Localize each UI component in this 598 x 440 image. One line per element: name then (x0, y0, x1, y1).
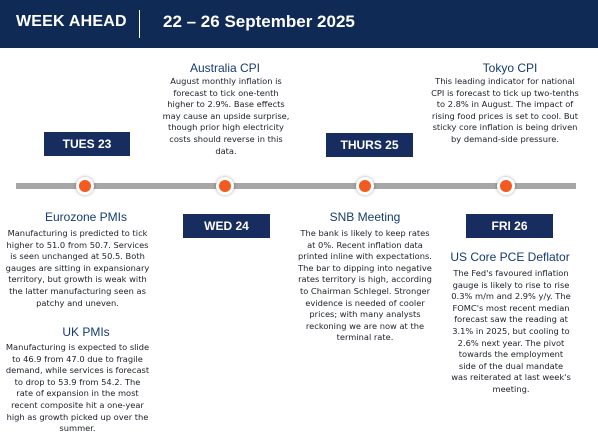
day-label-thurs: THURS 25 (326, 133, 413, 157)
section-title: WEEK AHEAD (16, 13, 127, 30)
event-title-eurozone-pmis: Eurozone PMIs (44, 210, 128, 224)
timeline-marker-thurs (356, 177, 374, 195)
event-text-snb-meeting: The bank is likely to keep rates at 0%. Recent inflation data printed inline with expectations. The bar to dipping into negative rates territory is high, according to Chairman Schlegel. Stronger evidence is needed of cooler prices; with many analysts reckoning we are now at the terminal rate. (298, 228, 432, 343)
event-title-snb-meeting: SNB Meeting (329, 210, 401, 224)
timeline-marker-fri (497, 177, 515, 195)
marker-dot-icon (79, 180, 91, 192)
timeline-line (16, 183, 576, 189)
event-text-tokyo-cpi: This leading indicator for national CPI is forecast to tick up two-tenths to 2.8% in August. The impact of rising food prices is set to cool. But sticky core inflation is being driven by demand-side pressure. (431, 76, 579, 144)
timeline-marker-wed (216, 177, 234, 195)
date-range: 22 – 26 September 2025 (163, 12, 355, 31)
day-label-wed: WED 24 (183, 214, 270, 238)
header-divider (139, 10, 140, 38)
event-title-australia-cpi: Australia CPI (189, 61, 261, 75)
timeline-marker-tues (76, 177, 94, 195)
event-title-us-core-pce: US Core PCE Deflator (450, 250, 570, 264)
event-text-us-core-pce: The Fed's favoured inflation gauge is likely to rise to rise 0.3% m/m and 2.9% y/y. The FOMC's most recent median forecast saw the reading at 3.1% in 2025, but cooling to 2.6% next year. The pivot towards the employment side of the dual mandate was reiterated at last week's meeting. (451, 268, 571, 394)
marker-dot-icon (219, 180, 231, 192)
marker-dot-icon (359, 180, 371, 192)
day-label-fri: FRI 26 (466, 214, 553, 238)
header-bar (0, 0, 598, 48)
event-text-eurozone-pmis: Manufacturing is predicted to tick higher to 51.0 from 50.7. Services is seen unchanged at 50.5. Both gauges are sitting in expansionary territory, but growth is weak with the latter manufacturing seen as patchy and uneven. (5, 228, 150, 308)
event-title-uk-pmis: UK PMIs (62, 325, 110, 339)
day-label-tues: TUES 23 (44, 132, 130, 156)
event-title-tokyo-cpi: Tokyo CPI (482, 61, 538, 75)
event-text-australia-cpi: August monthly inflation is forecast to tick one-tenth higher to 2.9%. Base effects may cause an upside surprise, though prior high electricity costs should reverse in this data. (162, 76, 290, 156)
marker-dot-icon (500, 180, 512, 192)
event-text-uk-pmis: Manufacturing is expected to slide to 46.9 from 47.0 due to fragile demand, while services is forecast to drop to 53.9 from 54.2. The rate of expansion in the most recent composite hit a one-year high as growth picked up over the summer. (5, 342, 150, 434)
